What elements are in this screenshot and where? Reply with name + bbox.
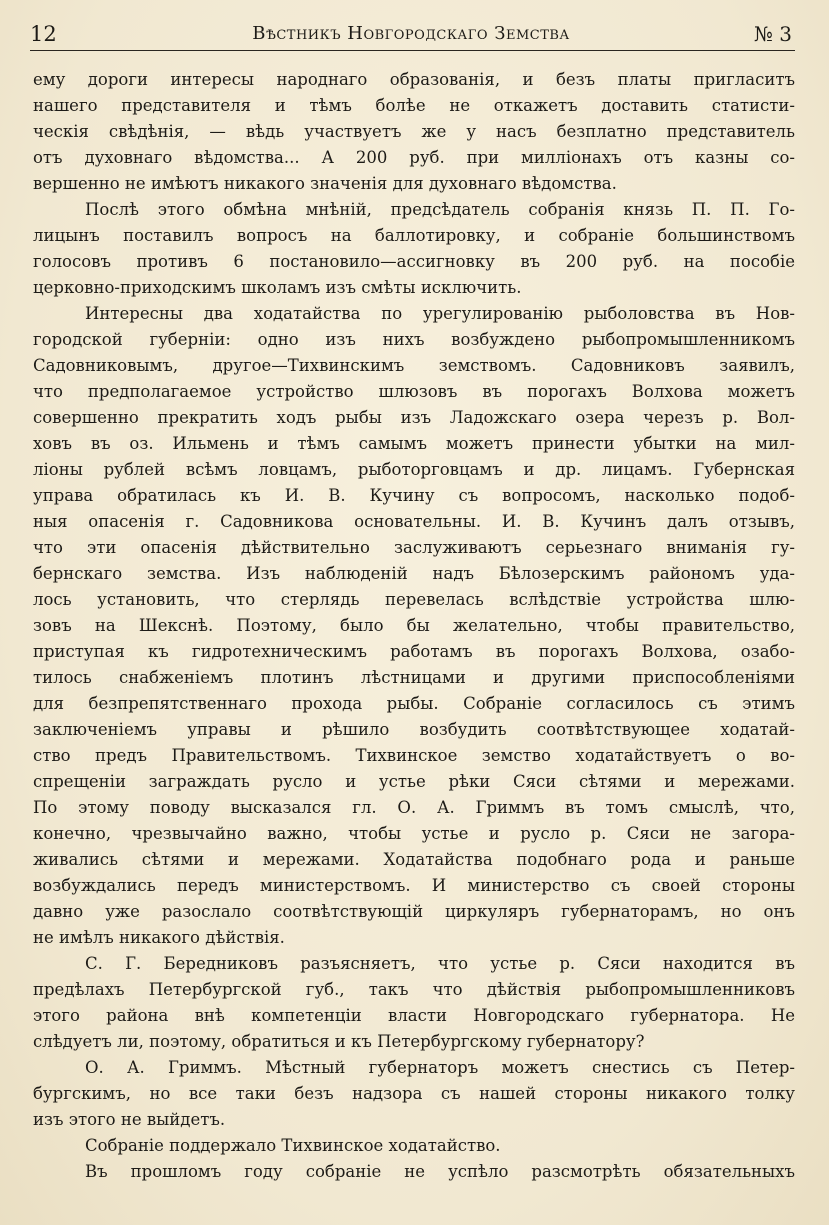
- text-line: заключеніемъ управы и рѣшило возбудить соотвѣтствующее ходатай-: [33, 720, 795, 739]
- text-line: Интересны два ходатайства по урегулированію рыболовства въ Нов-: [85, 304, 795, 323]
- text-line: управа обратилась къ И. В. Кучину съ вопросомъ, насколько подоб-: [33, 486, 795, 505]
- text-line: этого района внѣ компетенціи власти Новгородскаго губернатора. Не: [33, 1006, 795, 1025]
- text-line: лицынъ поставилъ вопросъ на баллотировку, и собраніе большинствомъ: [33, 226, 795, 245]
- body-text: [33, 67, 795, 1185]
- header-rule: [30, 50, 795, 51]
- text-line: ховъ въ оз. Ильмень и тѣмъ самымъ можетъ принести убытки на мил-: [33, 434, 795, 453]
- text-line: ныя опасенія г. Садовникова основательны. И. В. Кучинъ далъ отзывъ,: [33, 512, 795, 531]
- running-header: [30, 20, 792, 50]
- text-line: Собраніе поддержало Тихвинское ходатайство.: [85, 1136, 501, 1155]
- text-line: отъ духовнаго вѣдомства... А 200 руб. при милліонахъ отъ казны со-: [33, 148, 795, 167]
- text-line: ліоны рублей всѣмъ ловцамъ, рыботорговцамъ и др. лицамъ. Губернская: [33, 460, 795, 479]
- text-line: предѣлахъ Петербургской губ., такъ что дѣйствія рыбопромышленниковъ: [33, 980, 795, 999]
- text-line: изъ этого не выйдетъ.: [33, 1110, 226, 1129]
- text-line: ческія свѣдѣнія, — вѣдь участвуетъ же у насъ безплатно представитель: [33, 122, 795, 141]
- text-line: конечно, чрезвычайно важно, чтобы устье и русло р. Сяси не загора-: [33, 824, 795, 843]
- text-line: бургскимъ, но все таки безъ надзора съ нашей стороны никакого толку: [33, 1084, 795, 1103]
- text-line: церковно-приходскимъ школамъ изъ смѣты исключить.: [33, 278, 522, 297]
- text-line: Садовниковымъ, другое—Тихвинскимъ земствомъ. Садовниковъ заявилъ,: [33, 356, 795, 375]
- text-line: совершенно прекратить ходъ рыбы изъ Ладожскаго озера черезъ р. Вол-: [33, 408, 795, 427]
- journal-title: Вѣстникъ Новгородскаго Земства: [252, 23, 570, 44]
- text-line: давно уже разослало соотвѣтствующій циркуляръ губернаторамъ, но онъ: [33, 902, 795, 921]
- page-number: 12: [30, 22, 57, 46]
- text-line: лось установить, что стерлядь перевелась вслѣдствіе устройства шлю-: [33, 590, 795, 609]
- text-line: вершенно не имѣютъ никакого значенія для духовнаго вѣдомства.: [33, 174, 617, 193]
- text-line: голосовъ противъ 6 постановило—ассигновку въ 200 руб. на пособіе: [33, 252, 795, 271]
- text-line: что эти опасенія дѣйствительно заслуживаютъ серьезнаго вниманія гу-: [33, 538, 795, 557]
- text-line: приступая къ гидротехническимъ работамъ въ порогахъ Волхова, озабо-: [33, 642, 795, 661]
- text-line: слѣдуетъ ли, поэтому, обратиться и къ Петербургскому губернатору?: [33, 1032, 645, 1051]
- text-line: Послѣ этого обмѣна мнѣній, предсѣдатель собранія князь П. П. Го-: [85, 200, 795, 219]
- text-line: для безпрепятственнаго прохода рыбы. Собраніе согласилось съ этимъ: [33, 694, 795, 713]
- text-line: живались сѣтями и мережами. Ходатайства подобнаго рода и раньше: [33, 850, 795, 869]
- text-line: возбуждались передъ министерствомъ. И министерство съ своей стороны: [33, 876, 795, 895]
- text-line: ство предъ Правительствомъ. Тихвинское земство ходатайствуетъ о во-: [33, 746, 795, 765]
- text-line: городской губерніи: одно изъ нихъ возбуждено рыбопромышленникомъ: [33, 330, 795, 349]
- text-line: зовъ на Шекснѣ. Поэтому, было бы желательно, чтобы правительство,: [33, 616, 795, 635]
- text-line: ему дороги интересы народнаго образованія, и безъ платы пригласитъ: [33, 70, 795, 89]
- text-line: О. А. Гриммъ. Мѣстный губернаторъ можетъ снестись съ Петер-: [85, 1058, 795, 1077]
- text-line: нашего представителя и тѣмъ болѣе не откажетъ доставить статисти-: [33, 96, 795, 115]
- text-line: По этому поводу высказался гл. О. А. Гриммъ въ томъ смыслѣ, что,: [33, 798, 795, 817]
- text-line: тилось снабженіемъ плотинъ лѣстницами и другими приспособленіями: [33, 668, 795, 687]
- text-line: Въ прошломъ году собраніе не успѣло разсмотрѣть обязательныхъ: [85, 1162, 795, 1181]
- text-line: спрещеніи заграждать русло и устье рѣки Сяси сѣтями и мережами.: [33, 772, 795, 791]
- text-line: не имѣлъ никакого дѣйствія.: [33, 928, 285, 947]
- text-line: С. Г. Бередниковъ разъясняетъ, что устье р. Сяси находится въ: [85, 954, 795, 973]
- text-line: бернскаго земства. Изъ наблюденій надъ Бѣлозерскимъ райономъ уда-: [33, 564, 795, 583]
- issue-number: № 3: [753, 22, 792, 46]
- text-line: что предполагаемое устройство шлюзовъ въ порогахъ Волхова можетъ: [33, 382, 795, 401]
